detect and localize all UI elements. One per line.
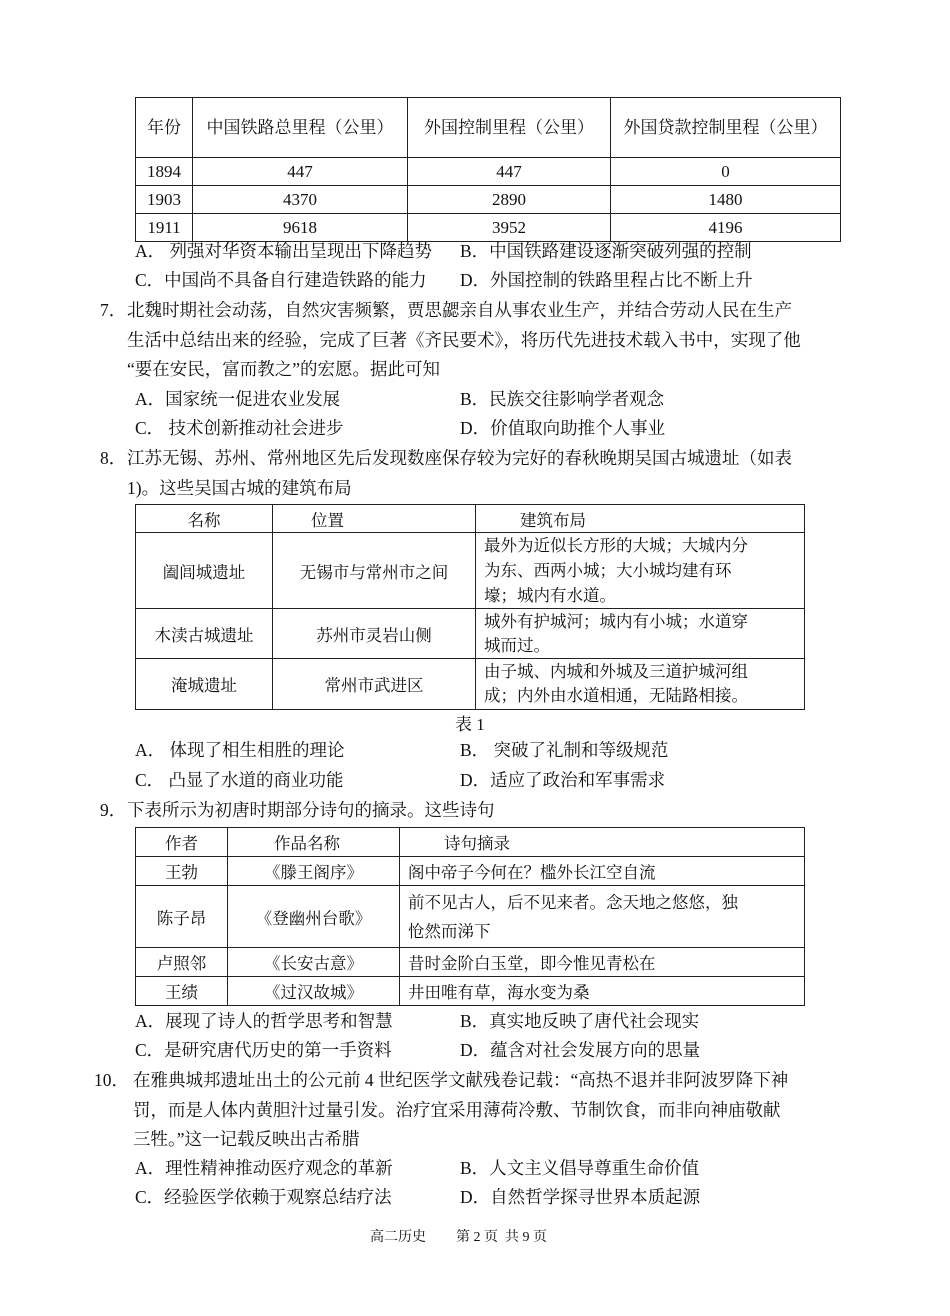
table-caption: 表 1: [455, 715, 485, 734]
wu-city-table: [135, 504, 805, 710]
table-cell: 1480: [611, 186, 841, 214]
table-cell: 《长安古意》: [228, 948, 400, 977]
q7-option-c[interactable]: C． 技术创新推动社会进步: [135, 418, 344, 438]
table-cell: 《登幽州台歌》: [228, 886, 400, 948]
header-cell: 作品名称: [228, 828, 400, 857]
footer-subject: 高二历史: [370, 1230, 426, 1245]
q6-option-d[interactable]: D．外国控制的铁路里程占比不断上升: [460, 270, 753, 290]
table-row: [136, 659, 805, 710]
table-row: [136, 977, 805, 1006]
layout-line: 成；内外由水道相通，无陆路相接。: [484, 686, 748, 705]
poem-line: 前不见古人，后不见来者。念天地之悠悠，独: [408, 892, 738, 912]
q7-stem-line: 北魏时期社会动荡，自然灾害频繁，贾思勰亲自从事农业生产，并结合劳动人民在生产: [127, 300, 792, 320]
table-row: [136, 886, 805, 948]
table-row: [136, 158, 841, 186]
q9-number: 9．: [100, 800, 127, 820]
q9-stem-line: 下表所示为初唐时期部分诗句的摘录。这些诗句: [127, 800, 495, 820]
q6-option-a[interactable]: A． 列强对华资本输出呈现出下降趋势: [135, 241, 433, 261]
table-row: [136, 857, 805, 886]
q7-option-b[interactable]: B．民族交往影响学者观念: [460, 389, 665, 409]
q7-stem-line: 生活中总结出来的经验，完成了巨著《齐民要术》，将历代先进技术载入书中，实现了他: [127, 330, 801, 350]
table-cell: 0: [611, 158, 841, 186]
header-cell: 诗句摘录: [400, 828, 805, 857]
railway-mileage-table: [135, 97, 841, 242]
table-cell: 3952: [408, 214, 611, 242]
q6-option-c[interactable]: C．中国尚不具备自行建造铁路的能力: [135, 270, 427, 290]
table-header-row: [136, 505, 805, 533]
table-cell: 苏州市灵岩山侧: [273, 609, 476, 659]
q8-option-c[interactable]: C． 凸显了水道的商业功能: [135, 770, 344, 790]
header-cell: 中国铁路总里程（公里）: [193, 98, 408, 158]
table-cell: 4196: [611, 214, 841, 242]
header-cell: 作者: [136, 828, 228, 857]
q9-option-a[interactable]: A．展现了诗人的哲学思考和智慧: [135, 1011, 393, 1031]
table-row: [136, 609, 805, 659]
table-cell: 淹城遗址: [136, 659, 273, 710]
q8-number: 8．: [100, 448, 127, 468]
header-cell: 名称: [136, 505, 273, 533]
q9-option-d[interactable]: D．蕴含对社会发展方向的思量: [460, 1040, 701, 1060]
table-cell: [476, 533, 805, 609]
q10-stem-line: 三牲。”这一记载反映出古希腊: [133, 1129, 360, 1149]
layout-line: 城外有护城河；城内有小城；水道穿: [484, 611, 748, 631]
header-cell: 位置: [273, 505, 476, 533]
q7-number: 7．: [100, 300, 127, 320]
table-cell: 卢照邻: [136, 948, 228, 977]
table-cell: [476, 659, 805, 710]
table-cell: 1911: [136, 214, 193, 242]
table-cell: 陈子昂: [136, 886, 228, 948]
q8-option-b[interactable]: B． 突破了礼制和等级规范: [460, 740, 669, 760]
q10-option-d[interactable]: D．自然哲学探寻世界本质起源: [460, 1187, 701, 1207]
q10-option-a[interactable]: A．理性精神推动医疗观念的革新: [135, 1158, 393, 1178]
table-cell: 阖闾城遗址: [136, 533, 273, 609]
layout-line: 壕；城内有水道。: [484, 586, 616, 605]
header-cell: 外国贷款控制里程（公里）: [611, 98, 841, 158]
header-cell: 外国控制里程（公里）: [408, 98, 611, 158]
q10-stem-line: 在雅典城邦遗址出土的公元前 4 世纪医学文献残卷记载：“高热不退并非阿波罗降下神: [133, 1070, 789, 1090]
table-cell: 447: [193, 158, 408, 186]
table-cell: 2890: [408, 186, 611, 214]
table-cell: 《过汉故城》: [228, 977, 400, 1006]
layout-line: 最外为近似长方形的大城；大城内分: [484, 536, 748, 555]
table-cell: 常州市武进区: [273, 659, 476, 710]
q9-option-c[interactable]: C．是研究唐代历史的第一手资料: [135, 1040, 392, 1060]
table-cell: 《滕王阁序》: [228, 857, 400, 886]
footer-page-number: 第 2 页 共 9 页: [456, 1230, 547, 1245]
q10-option-c[interactable]: C．经验医学依赖于观察总结疗法: [135, 1187, 392, 1207]
q8-option-d[interactable]: D．适应了政治和军事需求: [460, 770, 666, 790]
table-header-row: [136, 828, 805, 857]
q10-option-b[interactable]: B．人文主义倡导尊重生命价值: [460, 1158, 700, 1178]
poem-line: 怆然而涕下: [408, 921, 491, 941]
table-row: [136, 948, 805, 977]
header-cell: 年份: [136, 98, 193, 158]
layout-line: 城而过。: [484, 635, 550, 655]
table-cell: 昔时金阶白玉堂，即今惟见青松在: [400, 948, 805, 977]
table-cell: 1903: [136, 186, 193, 214]
table-header-row: [136, 98, 841, 158]
layout-line: 由子城、内城和外城及三道护城河组: [484, 662, 748, 681]
table-row: [136, 533, 805, 609]
q8-stem-line: 1)。这些吴国古城的建筑布局: [127, 478, 352, 498]
q8-stem-line: 江苏无锡、苏州、常州地区先后发现数座保存较为完好的春秋晚期吴国古城遗址（如表: [127, 448, 792, 468]
q6-option-b[interactable]: B．中国铁路建设逐渐突破列强的控制: [460, 241, 752, 261]
header-cell: 建筑布局: [476, 505, 805, 533]
q8-option-a[interactable]: A． 体现了相生相胜的理论: [135, 740, 345, 760]
table-cell: 井田唯有草，海水变为桑: [400, 977, 805, 1006]
layout-line: 为东、西两小城；大小城均建有环: [484, 561, 732, 580]
table-cell: 阁中帝子今何在？槛外长江空自流: [400, 857, 805, 886]
table-cell: [476, 609, 805, 659]
q7-option-d[interactable]: D．价值取向助推个人事业: [460, 418, 666, 438]
table-cell: 447: [408, 158, 611, 186]
table-cell: 木渎古城遗址: [136, 609, 273, 659]
table-cell: 1894: [136, 158, 193, 186]
table-cell: 9618: [193, 214, 408, 242]
table-row: [136, 186, 841, 214]
tang-poems-table: [135, 827, 805, 1006]
table-cell: 无锡市与常州市之间: [273, 533, 476, 609]
q10-number: 10．: [94, 1070, 129, 1090]
q9-option-b[interactable]: B．真实地反映了唐代社会现实: [460, 1011, 700, 1031]
table-cell: 王绩: [136, 977, 228, 1006]
q7-stem-line: “要在安民，富而教之”的宏愿。据此可知: [127, 359, 441, 379]
q10-stem-line: 罚，而是人体内黄胆汁过量引发。治疗宜采用薄荷冷敷、节制饮食，而非向神庙敬献: [133, 1100, 781, 1120]
table-cell: 王勃: [136, 857, 228, 886]
table-cell: [400, 886, 805, 948]
table-cell: 4370: [193, 186, 408, 214]
q7-option-a[interactable]: A．国家统一促进农业发展: [135, 389, 341, 409]
